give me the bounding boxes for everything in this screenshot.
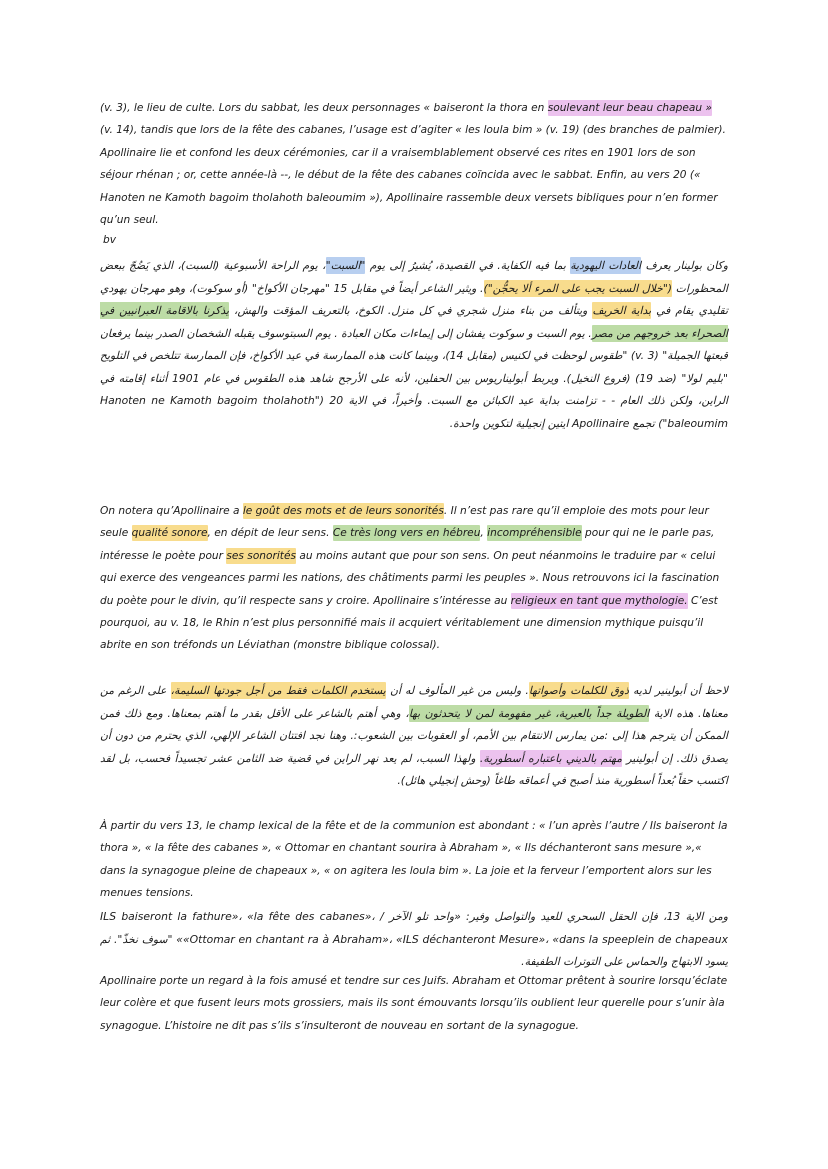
highlight-yellow: qualité sonore <box>131 527 208 540</box>
text: C’est pourquoi, au v. 18, le Rhin n’est plus personnifié mais il acquiert véritablement une dimension mythique puisqu’il abrite en son tréfonds un Léviathan (monstre biblique colossal). <box>100 594 718 652</box>
highlight-green: الطويلة جداً بالعبرية، غير مفهومة لمن لا يتحدثون بها <box>408 706 650 720</box>
text: (v. 3), le lieu de culte. Lors du sabbat, les deux personnages « baiseront la thora en <box>100 102 548 114</box>
text: على الرغم من معناها. هذه الاية <box>100 684 729 720</box>
text: ولهذا السبب، لم يعد نهر الراين في قضية ضد الثامن عشر تجسيداً فحسب، بل لقد اكتسب حقاً بُعداً أسطورية منذ أصبح في أعماقه طاغاً (وحش إنجيلي هائل). <box>100 751 728 787</box>
text: وكان بولينار يعرف <box>641 259 728 272</box>
highlight-pink: soulevant leur beau chapeau » <box>547 102 712 114</box>
text: . Il n’est pas rare qu’il emploie des mots pour leur seule <box>100 505 709 540</box>
highlight-pink: religieux en tant que mythologie. <box>510 594 688 607</box>
highlight-yellow: ذوق للكلمات وأصواتها <box>528 684 629 697</box>
paragraph-fr-1 <box>100 97 728 231</box>
highlight-green: يذكرنا بالاقامة العبرانيين في الصحراء بعد خروجهم من مصر <box>100 304 728 340</box>
text: , <box>480 527 488 540</box>
highlight-yellow: يستخدم الكلمات فقط من أجل جودتها السليمة، <box>170 684 386 697</box>
text: On notera qu’Apollinaire a <box>100 505 243 517</box>
text: . يوم السبت و سوكوت يفشان إلى إيماءات مكان العبادة . يوم السبتوسوف يقبله الشخصان الصدر بينما يرفعان قبعتها الجميلة" (v. 3) "طقوس لوحظت في لكنيس (مقابل 14)، وبينما كانت هذه الممارسة في عيد الأكواخ، فإن الممارسة تتلخص في التلويح "بليم لولا" (ضد 19) (فروع النخيل). ويربط أبوليناريوس بين الحفلين، لأنه على الأرجح شاهد هذه الطقوس في عام 1901 أثناء إقامته في الراين، ولكن ذلك العام - - تزامنت بداية عيد الكبائن مع السبت. وأخيراً، في الاية 20 ("Hanoten ne Kamoth bagoim tholahoth baleoumim") تجمع Apollinaire ايتين إنجيلية لتكوين واحدة. <box>100 326 728 430</box>
highlight-pink: مهتم بالديني باعتباره أسطورية. <box>479 751 622 765</box>
highlight-yellow: بداية الخريف <box>592 304 652 317</box>
highlight-blue: العادات اليهودية <box>570 259 642 272</box>
paragraph-ar-1 <box>100 255 728 435</box>
highlight-yellow: ses sonorités <box>226 549 296 562</box>
text: بما فيه الكفاية. في القصيدة، يُشيرُ إلى يوم <box>365 259 571 272</box>
paragraph-fr-3: À partir du vers 13, le champ lexical de la fête et de la communion est abondant : « l’un après l’autre / Ils baiseront la thora », « la fête des cabanes », « Ottomar en chantant sourira à Abraham », « Ils déchanteront sans mesure »,« dans la synagogue pleine de chapeaux », « on agitera les loula bim ». La joie et la ferveur l’emportent alors sur les menues tensions. <box>100 820 728 900</box>
highlight-green: incompréhensible <box>487 527 582 540</box>
text: ، وهي أهتم بالشاعر على الأقل بقدر ما أهتم بمعناها. ومع ذلك فمن الممكن أن يترجم هذا إلى :من يمارس الانتقام بين الأمم، أو العقوبات بين الشعوب:. وهنا نجد افتتان الشاعر الإلهي، الذي يحترم من دون أن يصدق ذلك. إن أبولينير <box>100 706 728 765</box>
text: لاحظ أن أبولينير لديه <box>628 684 729 697</box>
highlight-green: Ce très long vers en hébreu <box>332 527 481 540</box>
paragraph-ar-3: ومن الاية 13، فإن الحقل السحري للعيد والتواصل وفير: «واحد تلو الآخر / ILS baiseront la fathure»، «la fête des cabanes»، «Ottomar en chantant ra à Abraham»، «ILS déchanteront Mesure»، «dans la speeplein de chapeaux» "سوف نخذّ". ثم يسود الابتهاج والحماس على التوترات الطفيفة. <box>100 910 728 968</box>
text: pour qui ne le parle pas, intéresse le poète pour <box>100 527 715 562</box>
highlight-yellow: le goût des mots et de leurs sonorités <box>242 505 444 517</box>
paragraph-ar-2 <box>100 680 728 793</box>
text: ، يوم الراحة الأسبوعية (السبت)، الذي يَضُجّ ببعض المحظورات <box>100 259 728 295</box>
paragraph-fr-2 <box>100 500 728 657</box>
text: . ويثير الشاعر أيضاً في مقابل 15 "مهرجان الأكواخ" (أو سوكوت)، وهو مهرجان يهودي تقليدي يقام في <box>100 281 729 317</box>
text: . وليس من غير المألوف له أن <box>385 684 529 697</box>
paragraph-fr-4: Apollinaire porte un regard à la fois amusé et tendre sur ces Juifs. Abraham et Ottomar prêtent à sourire lorsqu’éclate leur colère et que fusent leurs mots grossiers, mais ils sont émouvants lorsqu’ils oublient leur querelle pour s’unir àla synagogue. L’histoire ne dit pas s’ils s’insulteront de nouveau en sortant de la synagogue. <box>100 975 728 1032</box>
text: , en dépit de leur sens. <box>207 527 333 540</box>
text: au moins autant que pour son sens. On peut néanmoins le traduire par « celui qui exerce des vengeances parmi les nations, des châtiments parmi les peuples ». Nous retrouvons ici la fascination du poète pour le divin, qu’il respecte sans y croire. Apollinaire s’intéresse au <box>100 549 720 607</box>
text: ويتألف من بناء منزل شجري في كل منزل. الكوخ، بالتعريف المؤقت والهش، <box>229 304 593 317</box>
bv-label: bv <box>103 234 116 246</box>
highlight-blue: "السبت" <box>325 259 366 272</box>
highlight-yellow: ("خلال السبت يجب على المرء ألا يحجُّن") <box>483 281 673 295</box>
text: (v. 14), tandis que lors de la fête des cabanes, l’usage est d’agiter « les loula bim » (v. 19) (des branches de palmier). Apollinaire lie et confond les deux cérémonies, car il a vraisemblablement observé ces rites en 1901 lors de son séjour rhénan ; or, cette année-là --, le début de la fête des cabanes coïncida avec le sabbat. Enfin, au vers 20 (« Hanoten ne Kamoth bagoim tholahoth baleoumim »), Apollinaire rassemble deux versets bibliques pour n’en former qu’un seul. <box>100 124 726 227</box>
